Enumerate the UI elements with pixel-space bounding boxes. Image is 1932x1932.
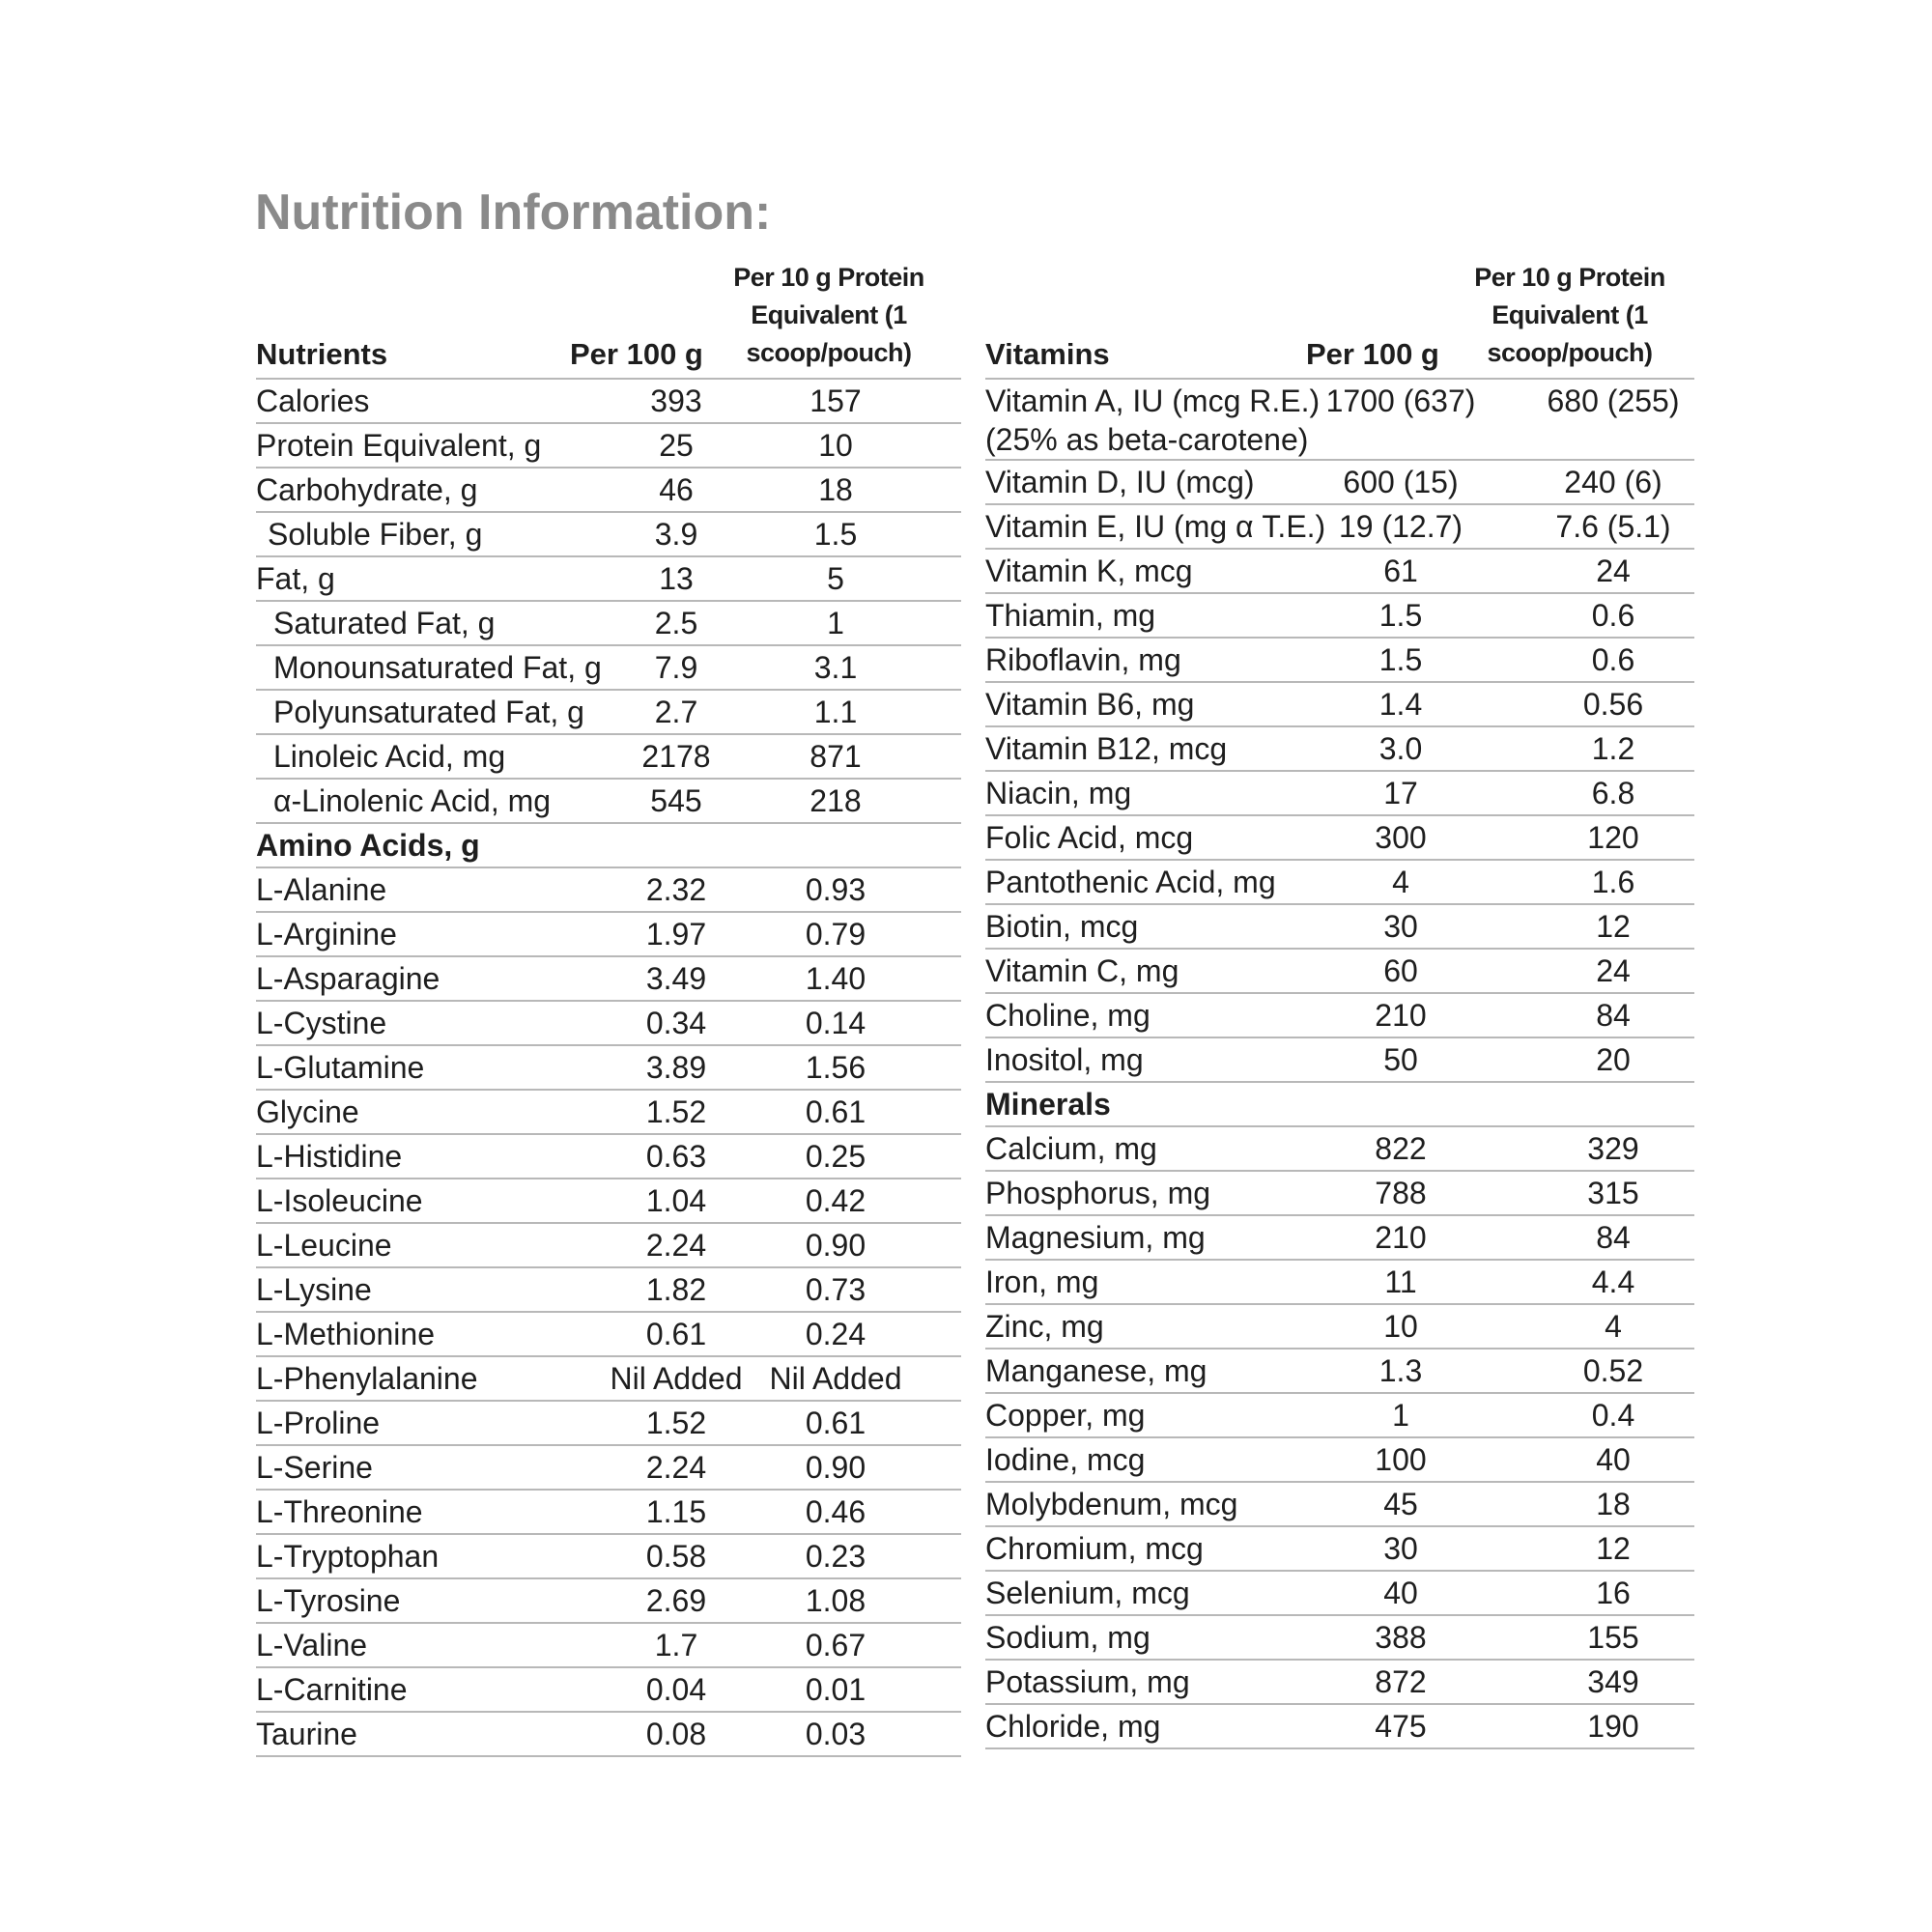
value-per-100g: 1.4: [1378, 687, 1423, 722]
table-row: [985, 380, 1694, 461]
nutrient-name: Biotin, mcg: [985, 909, 1139, 944]
nutrients-table: [256, 256, 961, 1757]
nutrient-name: Chromium, mcg: [985, 1531, 1204, 1566]
value-per-10g: 1.6: [1591, 865, 1635, 899]
table-row: [256, 1091, 961, 1135]
value-per-100g: 7.9: [654, 650, 698, 685]
value-per-10g: 0.42: [805, 1183, 867, 1218]
value-per-10g: 0.6: [1591, 642, 1635, 677]
value-per-10g: 1: [827, 606, 844, 640]
nutrient-name: Selenium, mcg: [985, 1576, 1190, 1610]
table-row: [256, 957, 961, 1002]
value-per-10g: 315: [1587, 1176, 1639, 1210]
table-row: [985, 1661, 1694, 1705]
value-per-10g: 871: [810, 739, 862, 774]
header-per-100g: Per 100 g: [570, 337, 703, 371]
table-row: [985, 1172, 1694, 1216]
nutrient-name: L-Tryptophan: [256, 1539, 440, 1574]
table-row: [985, 994, 1694, 1038]
value-per-100g: 1.5: [1378, 642, 1423, 677]
value-per-100g: 1.3: [1378, 1353, 1423, 1388]
table-row: [256, 691, 961, 735]
value-per-100g: 40: [1383, 1576, 1418, 1610]
value-per-10g: 20: [1596, 1042, 1631, 1077]
value-per-100g: 2.32: [645, 872, 707, 907]
nutrient-name: Copper, mg: [985, 1398, 1146, 1433]
table-row: [985, 727, 1694, 772]
nutrient-name: Phosphorus, mg: [985, 1176, 1211, 1210]
nutrient-name: Niacin, mg: [985, 776, 1132, 810]
value-per-100g: 0.04: [645, 1672, 707, 1707]
table-row: [985, 905, 1694, 950]
table-row: [256, 380, 961, 424]
table-row: [256, 557, 961, 602]
value-per-100g: 60: [1383, 953, 1418, 988]
nutrient-name: Potassium, mg: [985, 1664, 1190, 1699]
header-nutrients: Nutrients: [256, 337, 388, 371]
value-per-100g: 1.52: [645, 1094, 707, 1129]
value-per-100g: 0.58: [645, 1539, 707, 1574]
value-per-10g: 40: [1596, 1442, 1631, 1477]
nutrient-name: Protein Equivalent, g: [256, 428, 542, 463]
table-row: [256, 1713, 961, 1757]
table-row: [985, 1038, 1694, 1083]
table-row: [985, 1527, 1694, 1572]
value-per-10g: 0.03: [805, 1717, 867, 1751]
value-per-10g: 0.73: [805, 1272, 867, 1307]
table-row: [256, 780, 961, 824]
value-per-10g: 0.24: [805, 1317, 867, 1351]
value-per-10g: 218: [810, 783, 862, 818]
value-per-10g: 0.61: [805, 1406, 867, 1440]
value-per-100g: 2.24: [645, 1450, 707, 1485]
table-row: [256, 1402, 961, 1446]
value-per-100g: 210: [1375, 998, 1427, 1033]
value-per-100g: 50: [1383, 1042, 1418, 1077]
value-per-100g: 13: [659, 561, 694, 596]
section-heading-row: [256, 824, 961, 868]
table-row: [256, 1446, 961, 1491]
nutrient-name: Monounsaturated Fat, g: [273, 650, 602, 685]
value-per-10g: 84: [1596, 998, 1631, 1033]
value-per-10g: 84: [1596, 1220, 1631, 1255]
nutrient-name: Vitamin C, mg: [985, 953, 1179, 988]
value-per-10g: 1.5: [813, 517, 858, 552]
value-per-10g: 349: [1587, 1664, 1639, 1699]
nutrient-name: L-Histidine: [256, 1139, 403, 1174]
section-heading-row: [985, 1083, 1694, 1127]
value-per-100g: 393: [650, 384, 702, 418]
value-per-100g: 2.69: [645, 1583, 707, 1618]
value-per-100g: 475: [1375, 1709, 1427, 1744]
nutrient-name: Choline, mg: [985, 998, 1151, 1033]
table-row: [985, 1261, 1694, 1305]
table-row: [256, 735, 961, 780]
header-per-10g: Per 10 g Protein Equivalent (1 scoop/pouch): [733, 263, 924, 367]
nutrient-name: Riboflavin, mg: [985, 642, 1181, 677]
value-per-10g: 3.1: [813, 650, 858, 685]
nutrient-name: Polyunsaturated Fat, g: [273, 695, 584, 729]
value-per-10g: 0.6: [1591, 598, 1635, 633]
table-row: [985, 772, 1694, 816]
value-per-100g: 11: [1384, 1264, 1417, 1299]
table-row: [985, 505, 1694, 550]
table-row: [256, 1579, 961, 1624]
nutrient-name: Molybdenum, mcg: [985, 1487, 1238, 1521]
table-row: [256, 1357, 961, 1402]
value-per-10g: 12: [1596, 1531, 1631, 1566]
value-per-10g: 1.08: [805, 1583, 867, 1618]
value-per-100g: 1.15: [645, 1494, 707, 1529]
value-per-100g: Nil Added: [610, 1361, 743, 1396]
table-row: [985, 816, 1694, 861]
value-per-100g: 0.63: [645, 1139, 707, 1174]
table-row: [256, 868, 961, 913]
nutrient-name: Vitamin A, IU (mcg R.E.) (25% as beta-carotene): [985, 384, 1321, 457]
value-per-100g: 2.5: [654, 606, 698, 640]
table-row: [985, 1350, 1694, 1394]
table-row: [256, 1179, 961, 1224]
nutrient-name: Chloride, mg: [985, 1709, 1161, 1744]
value-per-100g: 1700 (637): [1325, 384, 1476, 418]
nutrient-name: L-Carnitine: [256, 1672, 408, 1707]
value-per-100g: 300: [1375, 820, 1427, 855]
nutrients-table-header: [256, 256, 961, 380]
nutrient-name: Glycine: [256, 1094, 359, 1129]
table-row: [256, 424, 961, 469]
value-per-100g: 0.08: [645, 1717, 707, 1751]
table-row: [256, 1535, 961, 1579]
value-per-10g: 0.90: [805, 1450, 867, 1485]
value-per-10g: 155: [1587, 1620, 1639, 1655]
nutrient-name: Thiamin, mg: [985, 598, 1156, 633]
nutrient-name: Vitamin B12, mcg: [985, 731, 1228, 766]
value-per-10g: 4: [1605, 1309, 1622, 1344]
nutrient-name: Calcium, mg: [985, 1131, 1157, 1166]
table-row: [985, 1438, 1694, 1483]
nutrient-name: Folic Acid, mcg: [985, 820, 1194, 855]
value-per-100g: 600 (15): [1343, 465, 1459, 499]
table-row: [256, 1135, 961, 1179]
table-row: [256, 1668, 961, 1713]
nutrient-name: L-Serine: [256, 1450, 373, 1485]
table-row: [985, 683, 1694, 727]
value-per-10g: 6.8: [1591, 776, 1635, 810]
nutrient-name: Manganese, mg: [985, 1353, 1208, 1388]
table-row: [985, 1572, 1694, 1616]
table-row: [985, 594, 1694, 639]
value-per-10g: 0.23: [805, 1539, 867, 1574]
nutrient-name: Soluble Fiber, g: [268, 517, 483, 552]
value-per-100g: 1.7: [654, 1628, 698, 1662]
nutrient-name: Taurine: [256, 1717, 357, 1751]
value-per-100g: 788: [1375, 1176, 1427, 1210]
value-per-100g: 45: [1383, 1487, 1418, 1521]
nutrient-name: L-Methionine: [256, 1317, 435, 1351]
value-per-10g: 0.90: [805, 1228, 867, 1263]
table-row: [985, 861, 1694, 905]
table-row: [985, 1216, 1694, 1261]
value-per-10g: 1.40: [805, 961, 867, 996]
table-row: [256, 602, 961, 646]
value-per-100g: 17: [1383, 776, 1418, 810]
nutrient-name: Pantothenic Acid, mg: [985, 865, 1276, 899]
nutrient-name: α-Linolenic Acid, mg: [273, 783, 552, 818]
value-per-100g: 3.0: [1378, 731, 1423, 766]
vitamins-table: [985, 256, 1694, 1749]
table-row: [985, 461, 1694, 505]
value-per-10g: 18: [1596, 1487, 1631, 1521]
nutrient-name: Calories: [256, 384, 370, 418]
nutrient-name: L-Leucine: [256, 1228, 392, 1263]
value-per-10g: 16: [1596, 1576, 1631, 1610]
value-per-10g: 329: [1587, 1131, 1639, 1166]
section-heading: Amino Acids, g: [256, 828, 480, 863]
value-per-100g: 1.04: [645, 1183, 707, 1218]
value-per-100g: 10: [1383, 1309, 1418, 1344]
table-row: [985, 1483, 1694, 1527]
nutrient-name: L-Tyrosine: [256, 1583, 401, 1618]
header-per-10g: Per 10 g Protein Equivalent (1 scoop/pouch): [1474, 263, 1665, 367]
value-per-100g: 1.97: [645, 917, 707, 952]
nutrient-name: Iodine, mcg: [985, 1442, 1146, 1477]
nutrient-name: L-Valine: [256, 1628, 368, 1662]
value-per-10g: 0.67: [805, 1628, 867, 1662]
table-row: [256, 1313, 961, 1357]
table-row: [256, 1224, 961, 1268]
nutrient-name: L-Asparagine: [256, 961, 440, 996]
value-per-10g: 0.56: [1582, 687, 1644, 722]
value-per-10g: 240 (6): [1564, 465, 1662, 499]
value-per-100g: 61: [1383, 554, 1418, 588]
value-per-10g: 5: [827, 561, 844, 596]
nutrient-name: L-Lysine: [256, 1272, 372, 1307]
value-per-100g: 2.24: [645, 1228, 707, 1263]
table-row: [256, 646, 961, 691]
table-row: [256, 513, 961, 557]
header-vitamins: Vitamins: [985, 337, 1110, 371]
value-per-100g: 100: [1375, 1442, 1427, 1477]
value-per-100g: 4: [1392, 865, 1409, 899]
table-row: [256, 1002, 961, 1046]
value-per-100g: 2178: [641, 739, 711, 774]
value-per-10g: 7.6 (5.1): [1555, 509, 1671, 544]
value-per-100g: 19 (12.7): [1338, 509, 1463, 544]
nutrient-name: L-Alanine: [256, 872, 387, 907]
header-per-100g: Per 100 g: [1306, 337, 1439, 371]
value-per-100g: 30: [1383, 1531, 1418, 1566]
value-per-100g: 1.82: [645, 1272, 707, 1307]
value-per-100g: 1.52: [645, 1406, 707, 1440]
nutrient-name: Fat, g: [256, 561, 335, 596]
table-row: [256, 469, 961, 513]
table-row: [985, 1616, 1694, 1661]
value-per-10g: 10: [818, 428, 853, 463]
nutrient-name: Inositol, mg: [985, 1042, 1144, 1077]
value-per-100g: 3.89: [645, 1050, 707, 1085]
nutrient-name: Zinc, mg: [985, 1309, 1104, 1344]
table-row: [256, 1624, 961, 1668]
value-per-10g: 0.79: [805, 917, 867, 952]
value-per-100g: 30: [1383, 909, 1418, 944]
nutrient-name: Iron, mg: [985, 1264, 1099, 1299]
nutrient-name: L-Cystine: [256, 1006, 387, 1040]
value-per-100g: 210: [1375, 1220, 1427, 1255]
nutrient-name: L-Isoleucine: [256, 1183, 423, 1218]
value-per-100g: 0.34: [645, 1006, 707, 1040]
value-per-100g: 872: [1375, 1664, 1427, 1699]
nutrient-name: Vitamin B6, mg: [985, 687, 1195, 722]
value-per-10g: 1.56: [805, 1050, 867, 1085]
nutrient-name: Vitamin D, IU (mcg): [985, 465, 1255, 499]
vitamins-rows: [985, 380, 1694, 1749]
table-row: [985, 1127, 1694, 1172]
value-per-10g: 24: [1596, 554, 1631, 588]
value-per-10g: 0.52: [1582, 1353, 1644, 1388]
table-row: [256, 913, 961, 957]
value-per-100g: 545: [650, 783, 702, 818]
value-per-10g: 680 (255): [1547, 384, 1680, 418]
nutrient-name: L-Glutamine: [256, 1050, 425, 1085]
value-per-100g: 388: [1375, 1620, 1427, 1655]
nutrient-name: Linoleic Acid, mg: [273, 739, 506, 774]
value-per-10g: 0.01: [805, 1672, 867, 1707]
value-per-10g: 1.2: [1591, 731, 1635, 766]
value-per-100g: 1: [1392, 1398, 1409, 1433]
nutrients-rows: [256, 380, 961, 1757]
table-row: [256, 1046, 961, 1091]
nutrient-name: Vitamin E, IU (mg α T.E.): [985, 509, 1326, 544]
nutrient-name: L-Phenylalanine: [256, 1361, 478, 1396]
value-per-10g: Nil Added: [769, 1361, 902, 1396]
vitamins-table-header: [985, 256, 1694, 380]
value-per-10g: 18: [818, 472, 853, 507]
page-title: Nutrition Information:: [255, 185, 772, 241]
value-per-10g: 4.4: [1591, 1264, 1635, 1299]
table-row: [985, 550, 1694, 594]
value-per-100g: 0.61: [645, 1317, 707, 1351]
table-row: [985, 1394, 1694, 1438]
table-row: [985, 1705, 1694, 1749]
value-per-10g: 1.1: [813, 695, 858, 729]
value-per-100g: 3.9: [654, 517, 698, 552]
value-per-10g: 0.4: [1591, 1398, 1635, 1433]
table-row: [985, 950, 1694, 994]
nutrient-name: L-Proline: [256, 1406, 381, 1440]
value-per-10g: 120: [1587, 820, 1639, 855]
value-per-100g: 1.5: [1378, 598, 1423, 633]
value-per-100g: 2.7: [654, 695, 698, 729]
value-per-10g: 190: [1587, 1709, 1639, 1744]
nutrient-name: Carbohydrate, g: [256, 472, 478, 507]
table-row: [985, 639, 1694, 683]
section-heading: Minerals: [985, 1087, 1111, 1122]
value-per-10g: 0.61: [805, 1094, 867, 1129]
value-per-10g: 12: [1596, 909, 1631, 944]
value-per-10g: 24: [1596, 953, 1631, 988]
value-per-100g: 25: [659, 428, 694, 463]
table-row: [256, 1491, 961, 1535]
value-per-10g: 157: [810, 384, 862, 418]
value-per-100g: 3.49: [645, 961, 707, 996]
nutrient-name: Magnesium, mg: [985, 1220, 1206, 1255]
value-per-10g: 0.93: [805, 872, 867, 907]
table-row: [256, 1268, 961, 1313]
value-per-10g: 0.25: [805, 1139, 867, 1174]
value-per-10g: 0.14: [805, 1006, 867, 1040]
table-row: [985, 1305, 1694, 1350]
nutrient-name: Vitamin K, mcg: [985, 554, 1193, 588]
nutrient-name: Sodium, mg: [985, 1620, 1151, 1655]
value-per-10g: 0.46: [805, 1494, 867, 1529]
nutrient-name: L-Threonine: [256, 1494, 423, 1529]
nutrient-name: L-Arginine: [256, 917, 397, 952]
value-per-100g: 46: [659, 472, 694, 507]
nutrient-name: Saturated Fat, g: [273, 606, 496, 640]
value-per-100g: 822: [1375, 1131, 1427, 1166]
